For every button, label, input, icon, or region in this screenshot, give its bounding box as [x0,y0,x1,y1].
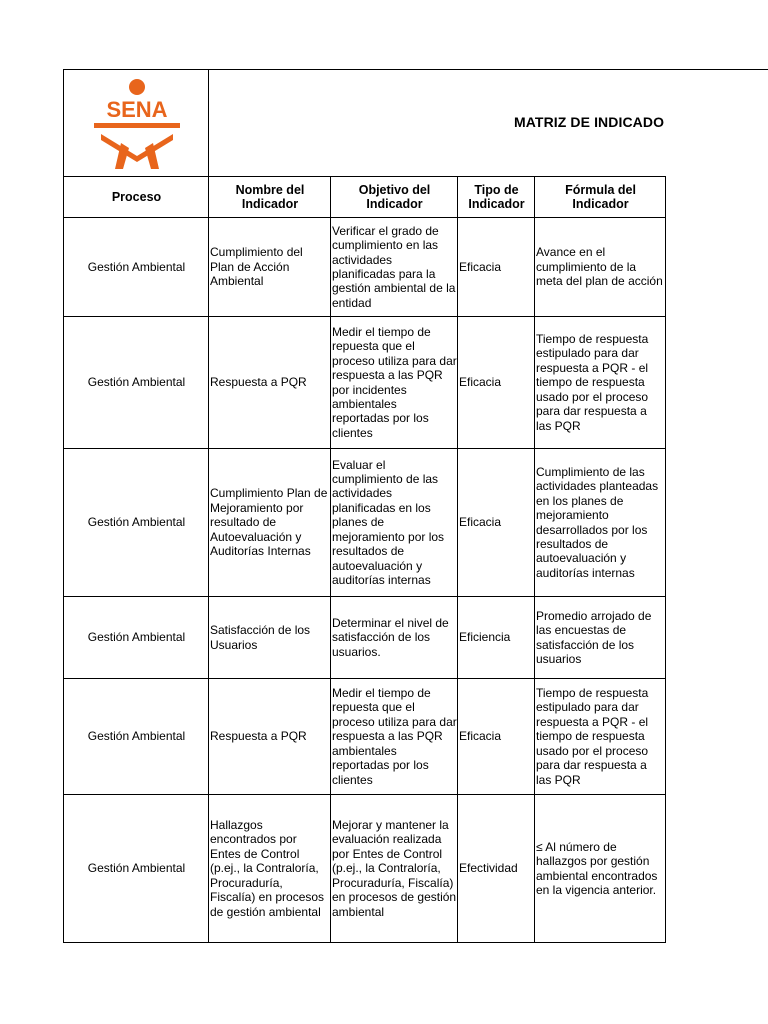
cell-proceso: Gestión Ambiental [64,679,209,795]
cell-nombre: Satisfacción de los Usuarios [209,597,331,679]
cell-tipo: Eficacia [458,449,535,597]
col-header-objetivo: Objetivo del Indicador [331,177,458,218]
col-header-formula: Fórmula del Indicador [535,177,666,218]
cell-objetivo: Determinar el nivel de satisfacción de los usuarios. [331,597,458,679]
cell-formula: Tiempo de respuesta estipulado para dar respuesta a PQR - el tiempo de respuesta usado por el proceso para dar respuesta a las PQR [535,679,666,795]
table-row [64,449,666,597]
table-row [64,679,666,795]
spreadsheet-page [63,69,768,943]
table-row [64,317,666,449]
title-cell [209,70,666,177]
cell-proceso: Gestión Ambiental [64,795,209,943]
cell-formula: ≤ Al número de hallazgos por gestión ambiental encontrados en la vigencia anterior. [535,795,666,943]
col-header-nombre: Nombre del Indicador [209,177,331,218]
table-row [64,597,666,679]
col-header-proceso: Proceso [64,177,209,218]
cell-objetivo: Evaluar el cumplimiento de las actividades planificadas en los planes de mejoramiento por los resultados de autoevaluación y auditorías internas [331,449,458,597]
cell-tipo: Efectividad [458,795,535,943]
cell-formula: Avance en el cumplimiento de la meta del plan de acción [535,218,666,317]
cell-formula: Promedio arrojado de las encuestas de satisfacción de los usuarios [535,597,666,679]
cell-nombre: Cumplimiento Plan de Mejoramiento por resultado de Autoevaluación y Auditorías Internas [209,449,331,597]
cell-formula: Cumplimiento de las actividades planteadas en los planes de mejoramiento desarrollados por los resultados de autoevaluación y auditorías internas [535,449,666,597]
cell-nombre: Respuesta a PQR [209,317,331,449]
table-row [64,795,666,943]
cell-proceso: Gestión Ambiental [64,317,209,449]
cell-objetivo: Verificar el grado de cumplimiento en las actividades planificadas para la gestión ambiental de la entidad [331,218,458,317]
column-header-row [64,177,666,218]
col-header-tipo: Tipo de Indicador [458,177,535,218]
cell-objetivo: Medir el tiempo de repuesta que el proceso utiliza para dar respuesta a las PQR ambientales reportadas por los clientes [331,679,458,795]
cell-proceso: Gestión Ambiental [64,449,209,597]
cell-proceso: Gestión Ambiental [64,218,209,317]
cell-tipo: Eficacia [458,679,535,795]
cell-tipo: Eficacia [458,218,535,317]
indicator-matrix-table [63,69,666,943]
logo-cell [64,70,209,177]
table-row [64,218,666,317]
cell-objetivo: Medir el tiempo de repuesta que el proceso utiliza para dar respuesta a las PQR por incidentes ambientales reportadas por los clientes [331,317,458,449]
cell-proceso: Gestión Ambiental [64,597,209,679]
page-title: MATRIZ DE INDICADO [514,114,665,131]
cell-nombre: Cumplimiento del Plan de Acción Ambiental [209,218,331,317]
sena-logo-text: SENA [105,97,168,122]
cell-objetivo: Mejorar y mantener la evaluación realizada por Entes de Control (p.ej., la Contraloría, Procuraduría, Fiscalía) en procesos de gestión ambiental [331,795,458,943]
top-border-line [63,69,768,70]
cell-nombre: Hallazgos encontrados por Entes de Control (p.ej., la Contraloría, Procuraduría, Fiscalía) en procesos de gestión ambiental [209,795,331,943]
sena-logo [91,77,183,169]
cell-nombre: Respuesta a PQR [209,679,331,795]
header-row [64,70,666,177]
cell-tipo: Eficacia [458,317,535,449]
cell-tipo: Eficiencia [458,597,535,679]
cell-formula: Tiempo de respuesta estipulado para dar respuesta a PQR - el tiempo de respuesta usado por el proceso para dar respuesta a las PQR [535,317,666,449]
